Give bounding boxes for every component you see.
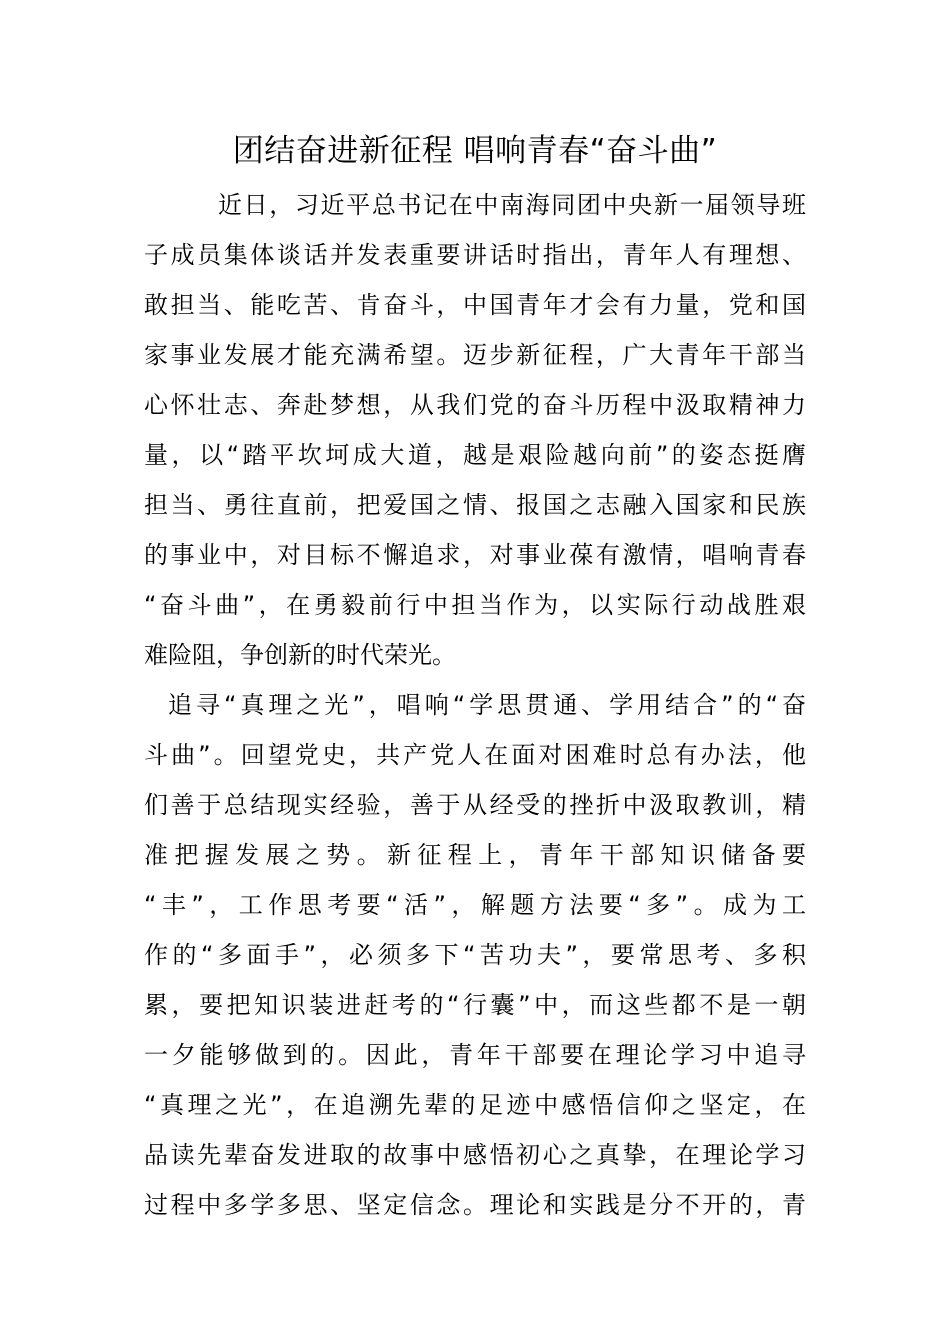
text-line: 担当、勇往直前，把爱国之情、报国之志融入国家和民族 bbox=[144, 491, 806, 519]
text-line: 家事业发展才能充满希望。迈步新征程，广大青年干部当 bbox=[144, 341, 806, 369]
text-line: “奋斗曲”，在勇毅前行中担当作为，以实际行动战胜艰 bbox=[144, 591, 806, 619]
text-line: 们善于总结现实经验，善于从经受的挫折中汲取教训，精 bbox=[144, 791, 806, 819]
text-line: 的事业中，对目标不懈追求，对事业葆有激情，唱响青春 bbox=[144, 541, 806, 569]
text-line: 过程中多学多思、坚定信念。理论和实践是分不开的，青 bbox=[144, 1191, 806, 1219]
text-line: 准把握发展之势。新征程上，青年干部知识储备要 bbox=[144, 841, 806, 869]
document-body bbox=[144, 180, 806, 1230]
text-line: 斗曲”。回望党史，共产党人在面对困难时总有办法，他 bbox=[144, 741, 806, 769]
text-line: 难险阻，争创新的时代荣光。 bbox=[144, 641, 456, 669]
document-title: 团结奋进新征程 唱响青春“奋斗曲” bbox=[232, 133, 718, 169]
text-line: “丰”，工作思考要“活”，解题方法要“多”。成为工 bbox=[144, 891, 806, 919]
text-line: 敢担当、能吃苦、肯奋斗，中国青年才会有力量，党和国 bbox=[144, 291, 806, 319]
text-line: 累，要把知识装进赶考的“行囊”中，而这些都不是一朝 bbox=[144, 991, 806, 1019]
text-line: 心怀壮志、奔赴梦想，从我们党的奋斗历程中汲取精神力 bbox=[144, 391, 806, 419]
text-line: 追寻“真理之光”，唱响“学思贯通、学用结合”的“奋 bbox=[168, 691, 806, 719]
text-line: 子成员集体谈话并发表重要讲话时指出，青年人有理想、 bbox=[144, 241, 806, 269]
text-line: 量，以“踏平坎坷成大道，越是艰险越向前”的姿态挺膺 bbox=[144, 441, 806, 469]
text-line: 品读先辈奋发进取的故事中感悟初心之真挚，在理论学习 bbox=[144, 1141, 806, 1169]
text-line: 一夕能够做到的。因此，青年干部要在理论学习中追寻 bbox=[144, 1041, 806, 1069]
text-line: 近日，习近平总书记在中南海同团中央新一届领导班 bbox=[218, 191, 806, 219]
text-line: 作的“多面手”，必须多下“苦功夫”，要常思考、多积 bbox=[144, 941, 806, 969]
text-line: “真理之光”，在追溯先辈的足迹中感悟信仰之坚定，在 bbox=[144, 1091, 806, 1119]
